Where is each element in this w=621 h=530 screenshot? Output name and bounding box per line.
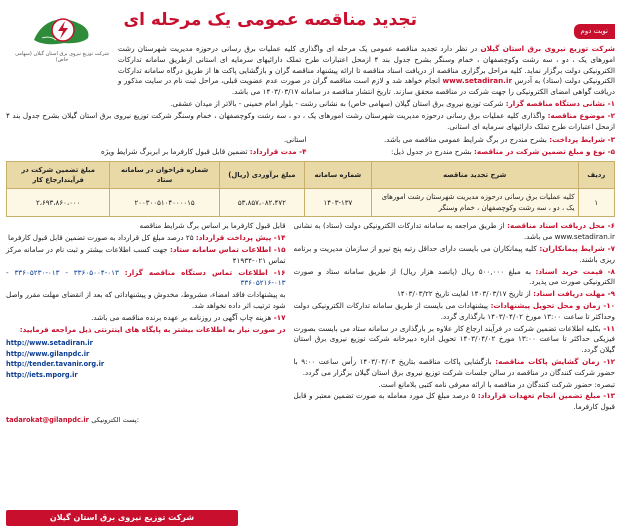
intro-site-link[interactable]: www.setadiran.ir (442, 76, 512, 86)
cell-description: کلیه عملیات برق رسانی درحوزه مدیریت شهرستان رشت امورهای یک ، دو ، سه رشت وکوچصفهان ، خمام وسنگر (371, 189, 578, 217)
item-text: قابل قبول کارفرما بر اساس برگ شرایط مناقصه (139, 221, 286, 231)
item-ad-cost (6, 313, 286, 324)
col-guarantee-amount: مبلغ تضمین شرکت در فرآیندارجاع کار (7, 161, 110, 188)
mid-left-column (6, 134, 307, 158)
item-label: ۱- نشانی دستگاه مناقصه گزار: (505, 98, 615, 108)
item-label: ۱۷- (271, 312, 286, 322)
item-text: به مبلغ ۵۰۰,۰۰۰ ریال (پانصد هزار ریال) از طریق سامانه ستاد و صورت الکترونیکی صورت می پذیرد. (293, 266, 615, 287)
header (6, 4, 615, 64)
item-opening (294, 357, 615, 379)
details-right-column (294, 220, 615, 413)
logo-caption: شرکت توزیع نیروی برق استان گیلان (سهامی خاص) (15, 51, 109, 64)
tender-table (6, 161, 615, 217)
page-title: تجدید مناقصه عمومی یک مرحله ای (123, 10, 417, 30)
item-label: ۳- شرایط پرداخت: (549, 135, 615, 145)
table-row (7, 189, 615, 217)
round-badge: نوبت دوم (574, 24, 615, 39)
item-text: از طریق مراجعه به سامانه تدارکات الکترونیکی دولت (ستاد) به نشانی www.setadiran.ir می باشد. (293, 221, 615, 242)
gilan-map-logo-icon (30, 10, 94, 50)
intro-text: در نظر دارد تجدید مناقصه عمومی یک مرحله ای واگذاری کلیه عملیات برق رسانی درحوزه مدیریت شهرستان رشت امورهای یک ، دو ، سه رشت وکوچصفهان ، خمام وسنگر بشرح جدول بند ۴ ازمحل اعتبارات طرح تملک دارائیهای سرمایه ای استانی ازطریق سامانه تدارکات الکترونیکی دولت برگزار نماید. کلیه مراحل برگزاری مناقصه از دریافت اسناد مناقصه تا ارائه پیشنهاد مناقصه گران و بازگشایی پاکت ها از طریق درگاه سامانه تدارکات الکترونیکی دولت (ستاد) به آدرس (118, 44, 615, 86)
col-row-number: ردیف (578, 161, 614, 188)
item-label: ۵- نوع و مبلغ تضمین شرکت در مناقصه: (474, 147, 615, 157)
item-more-info (6, 325, 286, 336)
details-section (6, 220, 615, 413)
website-link[interactable]: http://www.setadiran.ir (6, 339, 93, 348)
cell-row-number: ۱ (578, 189, 614, 217)
item-text: بکلیه اطلاعات تضمین شرکت در فرآیند ارجاع کار علاوه بر بارگذاری در سامانه ستاد می بایست بصورت فیزیکی حداکثر تا ساعت ۱۳:۰۰ مورخ ۱۴۰۳/۰۴/۰۲ تحویل اداره دبیرخانه شرکت توزیع نیروی برق استان گیلان گردد. (293, 323, 615, 355)
table-header-row (7, 161, 615, 188)
item-text: تبصره: حضور شرکت کنندگان در مناقصه با ارائه معرفی نامه کتبی بلامانع است. (378, 379, 615, 389)
item-doc-price (294, 267, 615, 289)
website-link[interactable]: http://iets.mporg.ir (6, 370, 78, 379)
item-label: ۴- مدت قرارداد: (249, 147, 307, 157)
item-text: هزینه چاپ آگهی در روزنامه بر عهده برنده مناقصه می باشد. (91, 312, 272, 322)
item-text: واگذاری کلیه عملیات برق رسانی درحوزه مدیریت شهرستان رشت امورهای یک ، دو ، سه رشت وکوچصفهان ، خمام وسنگر شرکت توزیع نیروی برق استان گیلان بشرح جدول بند ۴ ازمحل اعتبارات طرح تملک دارائیهای سرمایه ای استانی. (6, 110, 615, 131)
item-company-contact (6, 268, 286, 290)
item-label: ۱۴- پیش پرداخت قرارداد: (195, 233, 286, 243)
item-label: ۸- قیمت خرید اسناد: (535, 266, 615, 276)
item-label: ۷- شرایط پیمانکاران: (539, 243, 615, 253)
item-submission (294, 301, 615, 323)
item-guarantee-type (315, 147, 616, 158)
item-text: شرکت توزیع نیروی برق استان گیلان (سهامی خاص) به نشانی رشت - بلوار امام خمینی - بالاتر از میدان عشقی. (170, 98, 504, 108)
item-subject (6, 111, 615, 133)
item-text: بازگشایی پاکات مناقصه بتاریخ ۱۴۰۳/۰۴/۰۳ رأس ساعت ۹:۰۰ با حضور شرکت کنندگان در مناقصه در سالن جلسات شرکت توزیع نیروی برق استان گیلان برگزار می گردد. (293, 356, 615, 377)
intro-text-2: انجام خواهد شد و لازم است مناقصه گران در صورت عدم عضویت قبلی، مراحل ثبت نام در سایت مذکور و دریافت گواهی امضای الکترونیکی را جهت شرکت در مناقصه محقق سازند. تاریخ انتشار مناقصه در سامانه ۱۴۰۳/۰۳/۱۷ می باشد. (118, 76, 615, 97)
item-invalid-bids (6, 290, 286, 312)
item-setad-contact (6, 245, 286, 267)
col-description: شرح تجدید مناقصه (371, 161, 578, 188)
item-text: جهت کسب اطلاعات بیشتر و ثبت نام در سامانه مرکز تماس ۰۲۱-۴۱۹۳۴ (6, 244, 286, 265)
payment-guarantee-section (6, 134, 615, 158)
item-address (6, 99, 615, 110)
item-payment (315, 135, 616, 146)
item-text: بشرح مندرج در جدول ذیل: (391, 147, 472, 157)
item-label: ۱۶- اطلاعات تماس دستگاه مناقصه گزار: (124, 267, 286, 277)
item-text: به پیشنهادات فاقد امضاء، مشروط، مخدوش و پیشنهاداتی که بعد از انقضای مهلت مقرر واصل شود ترتیب اثر داده نخواهد شد. (6, 290, 286, 310)
item-note (294, 380, 615, 391)
mid-right-column (315, 134, 616, 158)
website-link[interactable]: http://www.gilanpdc.ir (6, 349, 90, 358)
item-text: بشرح مندرج در برگ شرایط عمومی مناقصه می باشد. (384, 135, 547, 145)
item-text: تضمین قابل قبول کارفرما بر ابربرگ شرایط ویژه (101, 147, 248, 157)
company-logo (14, 10, 110, 64)
item-duration (6, 147, 307, 158)
col-estimated-amount: مبلغ برآوردی (ریال) (219, 161, 304, 188)
item-label: ۱۰- زمان و محل تحویل پیشنهادات: (490, 300, 615, 310)
item-doc-location (294, 221, 615, 243)
item-text: ۵ درصد مبلغ کل مورد معامله به صورت تضمین معتبر و قابل قبول کارفرما. (293, 391, 615, 412)
item-text: استانی. (283, 135, 307, 145)
item-text: ۲۵ درصد مبلغ کل قرارداد به صورت تضمین قابل قبول کارفرما (8, 233, 194, 243)
cell-estimated-amount: ۵۳،۸۵۷،۰۸۲،۴۷۲ (219, 189, 304, 217)
item-text: ۰۱۳-۳۳۶۰۵۰۰۴ - ۰۱۳-۳۳۶۰۵۲۳۰ - ۰۱۳-۳۳۶۰۵۲۱۶ (6, 267, 286, 288)
cell-setad-call-number: ۲۰۰۳۰۰۵۱۰۴۰۰۰۰۱۵ (110, 189, 219, 217)
item-physical-guarantee (294, 324, 615, 356)
item-text: کلیه پیمانکاران می بایست دارای حداقل رتبه پنج نیرو از سازمان مدیریت و برنامه ریزی باشند. (293, 243, 615, 264)
item-label: ۱۵- اطلاعات تماس سامانه ستاد: (169, 244, 286, 254)
item-text: در صورت نیاز به اطلاعات بیشتر به پایگاه های اینترنتی ذیل مراجعه فرمایید: (19, 324, 286, 334)
cell-guarantee-amount: ۲،۶۹۳،۸۶۰،۰۰۰ (7, 189, 110, 217)
item-label: ۱۲- زمان گشایش پاکات مناقصه: (495, 356, 616, 366)
item-performance-guarantee (294, 391, 615, 413)
email-line (6, 416, 615, 426)
email-label: پست الکترونیکی: (91, 415, 139, 424)
website-list (6, 338, 286, 380)
item-label: ۲- موضوع مناقصه: (547, 110, 615, 120)
col-setad-call-number: شماره فراخوان در سامانه ستاد (110, 161, 219, 188)
intro-company: شرکت توزیع نیروی برق استان گیلان (480, 44, 615, 53)
item-contractor-terms (294, 244, 615, 266)
email-address[interactable]: tadarokat@gilanpdc.ir (6, 415, 89, 424)
item-label: ۹- مهلت دریافت اسناد: (533, 289, 615, 299)
cell-system-number: ۱۴۰۳-۱۳۷ (304, 189, 371, 217)
item-text: از تاریخ ۱۴۰۳/۰۳/۱۷ لغایت تاریخ ۱۴۰۳/۰۳/۲۲ (396, 289, 531, 299)
item-prepayment (6, 233, 286, 244)
item-text: پیشنهادات می بایست از طریق سامانه تدارکات الکترونیکی دولت وحداکثر تا ساعت ۱۳:۰۰ مورخ ۱۴۰۳/۰۴/۰۲ بارگذاری گردد. (293, 300, 615, 321)
footer-banner: شرکت توزیع نیروی برق استان گیلان (6, 510, 238, 526)
item-continued (6, 135, 307, 146)
col-system-number: شماره سامانه (304, 161, 371, 188)
item-label: ۶- محل دریافت اسناد مناقصه: (507, 221, 615, 231)
item-label: ۱۱- (600, 323, 615, 333)
item-continued (6, 221, 286, 232)
website-link[interactable]: http://tender.tavanir.org.ir (6, 360, 105, 369)
item-label: ۱۳- مبلغ تضمین انجام تعهدات قرارداد: (477, 391, 615, 401)
item-doc-deadline (294, 289, 615, 300)
details-left-column (6, 220, 286, 413)
